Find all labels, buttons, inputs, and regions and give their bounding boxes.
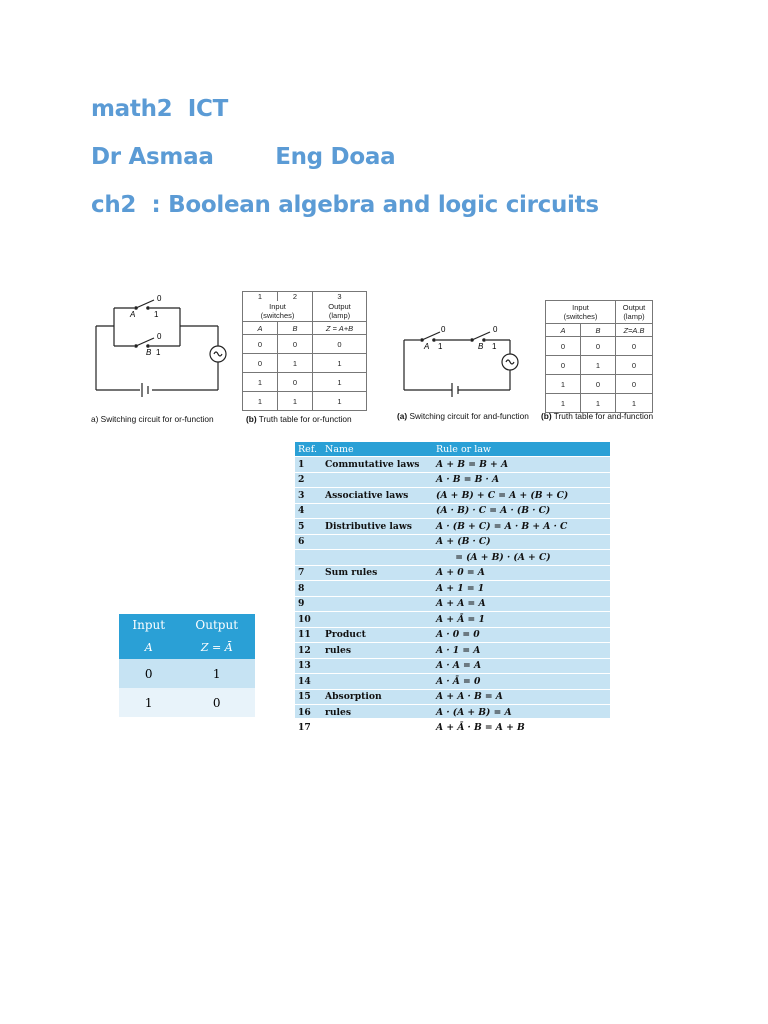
law-name: [322, 612, 433, 628]
law-ref: 12: [295, 643, 322, 659]
and-output-header: Output (lamp): [616, 301, 653, 324]
laws-header-rule: Rule or law: [433, 442, 610, 457]
or-table-caption-prefix: (b): [246, 414, 257, 424]
or-switch-b-one: 1: [156, 348, 161, 357]
table-row: [295, 705, 610, 721]
table-row: [295, 658, 610, 674]
law-ref: 10: [295, 612, 322, 628]
law-name: rules: [322, 643, 433, 659]
table-cell: 1: [546, 375, 581, 394]
law-rule: A · Ā = 0: [433, 674, 610, 690]
law-ref: [295, 550, 322, 566]
table-cell: 1: [313, 392, 367, 411]
not-input-label: Input: [119, 614, 178, 636]
table-cell: 0: [243, 335, 278, 354]
law-name: rules: [322, 705, 433, 721]
law-name: [322, 581, 433, 597]
or-colnum-1: 1: [243, 292, 278, 302]
law-name: Absorption: [322, 689, 433, 705]
table-cell: 0: [616, 337, 653, 356]
law-rule: A + A = A: [433, 596, 610, 612]
and-switch-a-zero: 0: [441, 325, 446, 334]
or-switch-a-zero: 0: [157, 294, 162, 303]
or-col-z: Z = A+B: [313, 322, 367, 335]
law-name: [322, 674, 433, 690]
or-circuit-diagram: [90, 290, 240, 410]
law-ref: 2: [295, 472, 322, 488]
or-table-caption: [246, 414, 352, 424]
table-row: [295, 689, 610, 705]
law-ref: 4: [295, 503, 322, 519]
course-title: math2 ICT: [91, 96, 228, 122]
and-table-caption: [541, 411, 653, 421]
or-input-header: Input (switches): [243, 301, 313, 322]
or-switch-b-zero: 0: [157, 332, 162, 341]
or-switch-a-label: A: [130, 310, 136, 319]
or-colnum-2: 2: [278, 292, 313, 302]
law-name: Associative laws: [322, 488, 433, 504]
and-input-header: Input (switches): [546, 301, 616, 324]
table-row: [295, 581, 610, 597]
law-name: [322, 720, 433, 735]
law-rule: A + 1 = 1: [433, 581, 610, 597]
and-switch-a-label: A: [424, 342, 430, 351]
law-name: Product: [322, 627, 433, 643]
law-name: Sum rules: [322, 565, 433, 581]
law-ref: 7: [295, 565, 322, 581]
and-col-a: A: [546, 324, 581, 337]
table-cell: 1: [313, 373, 367, 392]
table-row: [295, 550, 610, 566]
boolean-laws-table: [295, 442, 610, 734]
not-truth-table: [119, 614, 255, 717]
and-circuit-caption: [397, 411, 529, 421]
laws-header-name: Name: [322, 442, 433, 457]
table-cell: 1: [581, 356, 616, 375]
chapter-title: ch2 : Boolean algebra and logic circuits: [91, 192, 599, 218]
law-rule: A · A = A: [433, 658, 610, 674]
table-row: [295, 519, 610, 535]
table-row: [295, 472, 610, 488]
and-truth-table: [545, 300, 653, 413]
and-table-caption-text: Truth table for and-function: [551, 411, 654, 421]
or-col-b: B: [278, 322, 313, 335]
law-ref: 17: [295, 720, 322, 735]
and-switch-b-zero: 0: [493, 325, 498, 334]
law-name: [322, 503, 433, 519]
law-name: [322, 472, 433, 488]
table-cell: 0: [178, 688, 255, 717]
table-cell: 1: [243, 392, 278, 411]
law-name: [322, 596, 433, 612]
and-col-z: Z=A.B: [616, 324, 653, 337]
law-rule: (A + B) + C = A + (B + C): [433, 488, 610, 504]
law-rule: = (A + B) · (A + C): [433, 550, 610, 566]
or-truth-table: [242, 291, 367, 411]
and-circuit-diagram: [398, 318, 528, 408]
table-cell: 1: [178, 659, 255, 688]
law-ref: 16: [295, 705, 322, 721]
not-output-var: Z = Ā: [178, 636, 255, 659]
table-row: [295, 674, 610, 690]
table-row: [295, 488, 610, 504]
or-switch-a-one: 1: [154, 310, 159, 319]
law-ref: 11: [295, 627, 322, 643]
law-ref: 14: [295, 674, 322, 690]
and-switch-a-one: 1: [438, 342, 443, 351]
laws-table-body: [295, 457, 610, 736]
law-ref: 6: [295, 534, 322, 550]
table-row: [295, 627, 610, 643]
table-cell: 0: [546, 337, 581, 356]
or-switch-b-label: B: [146, 348, 152, 357]
table-cell: 1: [581, 394, 616, 413]
law-rule: A + 0 = A: [433, 565, 610, 581]
law-rule: A · (B + C) = A · B + A · C: [433, 519, 610, 535]
law-name: [322, 550, 433, 566]
law-name: [322, 534, 433, 550]
law-rule: A · 1 = A: [433, 643, 610, 659]
or-circuit-caption: a) Switching circuit for or-function: [91, 414, 214, 424]
law-rule: A · 0 = 0: [433, 627, 610, 643]
table-cell: 0: [278, 335, 313, 354]
or-output-header: Output (lamp): [313, 301, 367, 322]
or-col-a: A: [243, 322, 278, 335]
table-cell: 1: [243, 373, 278, 392]
table-cell: 1: [278, 392, 313, 411]
table-cell: 0: [546, 356, 581, 375]
law-name: Commutative laws: [322, 457, 433, 473]
law-ref: 8: [295, 581, 322, 597]
not-input-var: A: [119, 636, 178, 659]
table-row: [295, 534, 610, 550]
law-rule: A + B = B + A: [433, 457, 610, 473]
table-cell: 0: [278, 373, 313, 392]
law-rule: A + (B · C): [433, 534, 610, 550]
law-ref: 13: [295, 658, 322, 674]
and-circuit-caption-prefix: (a): [397, 411, 408, 421]
table-row: [295, 643, 610, 659]
law-ref: 15: [295, 689, 322, 705]
table-row: [295, 612, 610, 628]
table-cell: 0: [616, 356, 653, 375]
table-row: [295, 596, 610, 612]
table-cell: 0: [581, 375, 616, 394]
and-switch-b-label: B: [478, 342, 484, 351]
law-ref: 5: [295, 519, 322, 535]
law-rule: A + Ā · B = A + B: [433, 720, 610, 735]
table-cell: 1: [119, 688, 178, 717]
table-cell: 0: [313, 335, 367, 354]
law-rule: A + A · B = A: [433, 689, 610, 705]
law-ref: 3: [295, 488, 322, 504]
and-col-b: B: [581, 324, 616, 337]
or-colnum-3: 3: [313, 292, 367, 302]
laws-header-ref: Ref.: [295, 442, 322, 457]
instructors: Dr Asmaa Eng Doaa: [91, 144, 396, 170]
table-cell: 1: [278, 354, 313, 373]
law-ref: 9: [295, 596, 322, 612]
and-circuit-caption-text: Switching circuit for and-function: [407, 411, 529, 421]
table-cell: 0: [243, 354, 278, 373]
law-rule: A + Ā = 1: [433, 612, 610, 628]
table-row: [295, 720, 610, 735]
table-cell: 1: [616, 394, 653, 413]
and-switch-b-one: 1: [492, 342, 497, 351]
table-row: [295, 503, 610, 519]
law-name: [322, 658, 433, 674]
or-table-caption-text: Truth table for or-function: [256, 414, 352, 424]
table-row: [295, 457, 610, 473]
table-cell: 1: [313, 354, 367, 373]
law-name: Distributive laws: [322, 519, 433, 535]
and-table-caption-prefix: (b): [541, 411, 552, 421]
table-cell: 0: [616, 375, 653, 394]
table-cell: 1: [546, 394, 581, 413]
table-row: [295, 565, 610, 581]
law-rule: (A · B) · C = A · (B · C): [433, 503, 610, 519]
table-cell: 0: [581, 337, 616, 356]
not-output-label: Output: [178, 614, 255, 636]
table-cell: 0: [119, 659, 178, 688]
law-ref: 1: [295, 457, 322, 473]
law-rule: A · (A + B) = A: [433, 705, 610, 721]
law-rule: A · B = B · A: [433, 472, 610, 488]
